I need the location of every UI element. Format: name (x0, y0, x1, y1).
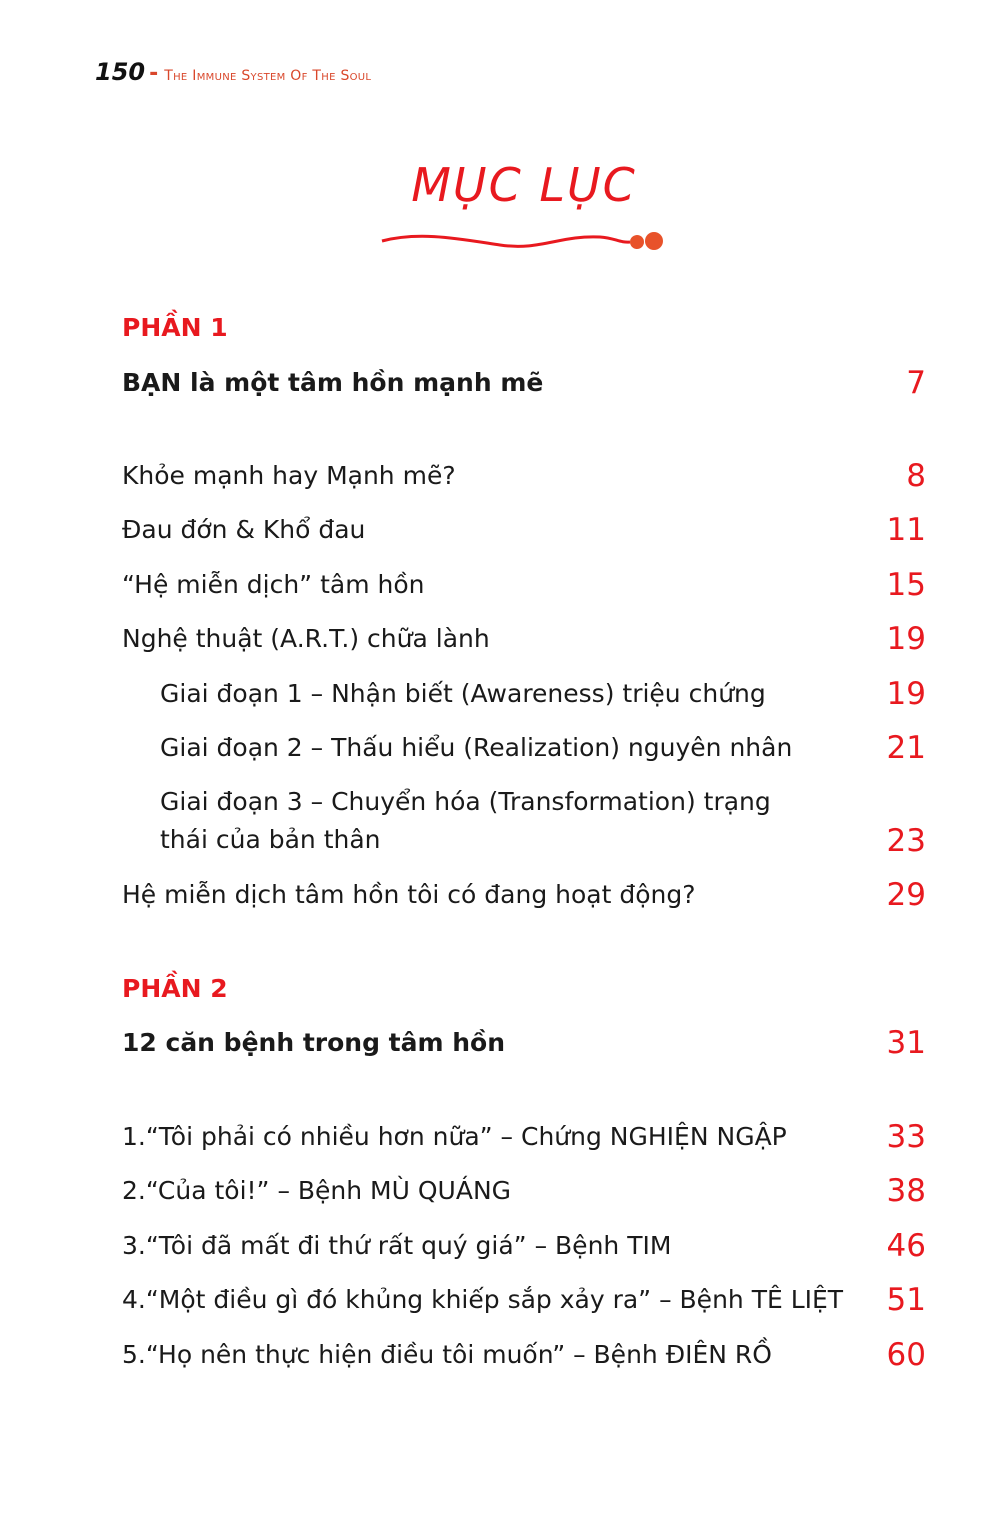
toc-entry[interactable] (122, 1335, 926, 1375)
toc-heading-text: 12 căn bệnh trong tâm hồn (122, 1028, 506, 1057)
toc-page-number: 19 (886, 621, 926, 657)
toc-entry[interactable] (122, 1117, 926, 1157)
part-label: PHẦN 2 (122, 974, 228, 1003)
toc-page-number: 23 (886, 823, 926, 859)
toc-entry[interactable] (122, 510, 926, 550)
toc-entry-text: 2.“Của tôi!” – Bệnh MÙ QUÁNG (122, 1176, 512, 1205)
toc-entry[interactable] (122, 565, 926, 605)
toc-part-heading[interactable] (122, 363, 926, 403)
toc-entry-text: 4.“Một điều gì đó khủng khiếp sắp xảy ra” – Bệnh TÊ LIỆT (122, 1285, 844, 1314)
toc-entry-text: 5.“Họ nên thực hiện điều tôi muốn” – Bệnh ĐIÊN RỒ (122, 1340, 772, 1369)
toc-page-number: 38 (886, 1173, 926, 1209)
toc-entry-text: 3.“Tôi đã mất đi thứ rất quý giá” – Bệnh TIM (122, 1231, 672, 1260)
toc-part-heading[interactable] (122, 1023, 926, 1063)
title-swash-ornament (380, 225, 670, 259)
toc-entry[interactable] (122, 1226, 926, 1266)
part-2-label-row (122, 969, 926, 1009)
toc-page-number: 21 (886, 730, 926, 766)
toc-entry[interactable] (122, 1280, 926, 1320)
toc-entry[interactable] (122, 456, 926, 496)
running-header (95, 58, 371, 86)
toc-entry[interactable] (122, 619, 926, 659)
toc-page-number: 60 (886, 1337, 926, 1373)
toc-page-number: 31 (886, 1025, 926, 1061)
toc-entry-text: Hệ miễn dịch tâm hồn tôi có đang hoạt động? (122, 880, 696, 909)
toc-page-number: 7 (906, 365, 926, 401)
page-title: MỤC LỤC (411, 158, 637, 212)
toc-entry-text: Giai đoạn 3 – Chuyển hóa (Transformation) trạng thái của bản thân (160, 787, 771, 854)
toc-page-number: 51 (886, 1282, 926, 1318)
toc-page-number: 8 (906, 458, 926, 494)
toc-page-number: 29 (886, 877, 926, 913)
toc-page-number: 11 (886, 512, 926, 548)
toc-subentry[interactable] (122, 783, 926, 861)
toc-page-number: 33 (886, 1119, 926, 1155)
toc-subentry[interactable] (122, 674, 926, 714)
toc-entry-text: “Hệ miễn dịch” tâm hồn (122, 570, 425, 599)
toc-entry[interactable] (122, 1171, 926, 1211)
page-number: 150 (95, 58, 146, 86)
toc-entry-text: Giai đoạn 2 – Thấu hiểu (Realization) nguyên nhân (160, 733, 793, 762)
toc-entry-text: Khỏe mạnh hay Mạnh mẽ? (122, 461, 456, 490)
part-label: PHẦN 1 (122, 313, 228, 342)
toc-page-number: 19 (886, 676, 926, 712)
toc-entry-text: Đau đớn & Khổ đau (122, 515, 366, 544)
toc-subentry[interactable] (122, 728, 926, 768)
part-1-label-row (122, 308, 926, 348)
toc-entry-text: Giai đoạn 1 – Nhận biết (Awareness) triệu chứng (160, 679, 766, 708)
toc-entry[interactable] (122, 875, 926, 915)
toc-page-number: 15 (886, 567, 926, 603)
toc-entry-text: 1.“Tôi phải có nhiều hơn nữa” – Chứng NGHIỆN NGẬP (122, 1122, 787, 1151)
toc-entry-text: Nghệ thuật (A.R.T.) chữa lành (122, 624, 490, 653)
header-separator: - (149, 61, 159, 86)
book-title: The Immune System Of The Soul (164, 68, 372, 84)
toc-heading-text: BẠN là một tâm hồn mạnh mẽ (122, 368, 544, 397)
toc-page-number: 46 (886, 1228, 926, 1264)
